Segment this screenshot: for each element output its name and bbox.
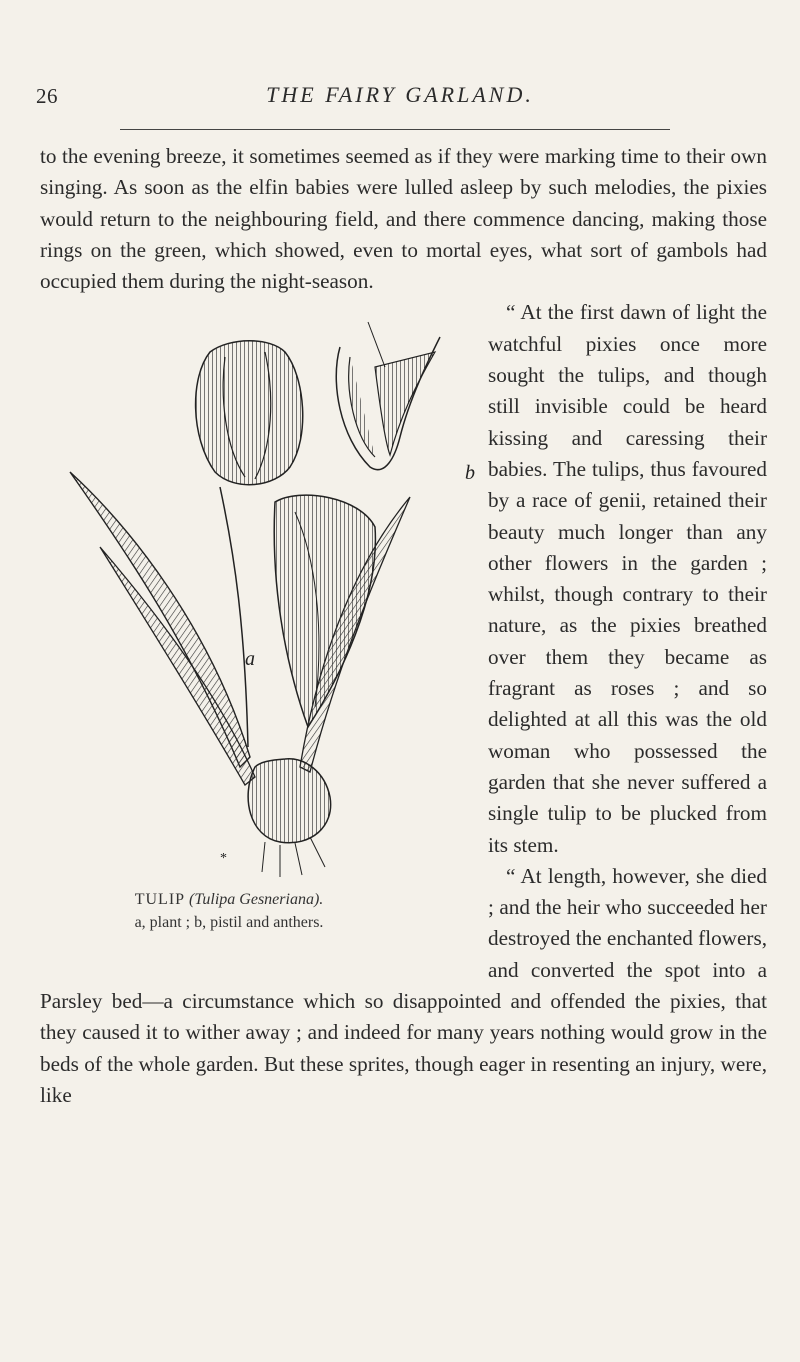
pistil-anthers bbox=[336, 322, 440, 470]
figure-label-star: * bbox=[220, 851, 227, 867]
central-bract bbox=[274, 496, 375, 728]
figure-label-b: b bbox=[465, 462, 475, 485]
paragraph-2: “ At the first dawn of light the watchful pixies once more sought the tulips, and though still invisible could be heard kissing and caressing their babies. The tulips, thus favoured by a race of genii, retained their beauty much longer than any other flowers in the garden ; whilst, though contrary to their nature, as the pixies breathed over them they became as fragrant as roses ; and so delighted at all this was the old woman who possessed the garden that she never suffered a single tulip to be plucked from its stem. bbox=[488, 300, 767, 857]
header-rule bbox=[120, 129, 670, 130]
tulip-bulb bbox=[248, 759, 331, 877]
caption-species: (Tulipa Gesneriana). bbox=[189, 891, 324, 909]
running-title: THE FAIRY GARLAND. bbox=[266, 82, 534, 107]
tulip-engraving bbox=[40, 297, 480, 887]
caption-label: TULIP bbox=[134, 891, 186, 909]
paragraph-1: to the evening breeze, it sometimes seemed as if they were marking time to their own singing. As soon as the elfin babies were lulled asleep by such melodies, the pixies would return to the neighbouring field, and there commence dancing, making those rings on the green, which showed, even to mortal eyes, what sort of gambols had occupied them during the night-season. bbox=[40, 144, 767, 294]
tulip-figure bbox=[40, 297, 488, 984]
figure-label-a: a bbox=[245, 648, 255, 671]
paragraph-3: “ At length, however, she died ; and the heir who succeeded her destroyed the enchanted flowers, and converted the spot into a Parsley bed—a circumstance which so disappointed and offended the pixies, that they caused it to wither away ; and indeed for many years nothing would grow in the beds of the whole garden. But these sprites, though eager in resenting an injury, were, like bbox=[40, 863, 767, 1107]
figure-caption bbox=[40, 888, 418, 934]
page-number: 26 bbox=[36, 84, 58, 108]
left-flower bbox=[196, 341, 303, 485]
body-text bbox=[40, 141, 767, 1111]
caption-line-2: a, plant ; b, pistil and anthers. bbox=[134, 914, 324, 932]
